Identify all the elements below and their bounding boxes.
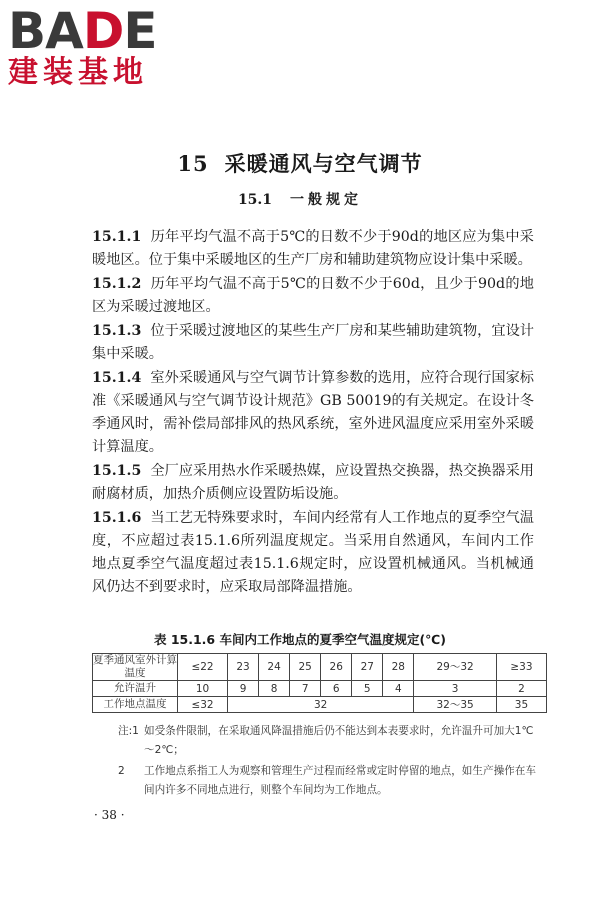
table-cell: 8: [259, 681, 290, 697]
table-cell: 5: [352, 681, 383, 697]
table-caption: 表 15.1.6 车间内工作地点的夏季空气温度规定(℃): [153, 632, 447, 647]
clause-text: 室外采暖通风与空气调节计算参数的选用，应符合现行国家标准《采暖通风与空气调节设计规范》GB 50019的有关规定。在设计冬季通风时，需补偿局部排风的热风系统，室外进风温度应采用室外采暖计算温度。: [92, 370, 534, 455]
table-cell: ≥33: [496, 654, 546, 681]
clause-number: 15.1.6: [92, 510, 142, 526]
logo-word-part3: E: [123, 2, 157, 60]
row-header: 允许温升: [93, 681, 178, 697]
table-cell: 32: [228, 697, 414, 713]
logo-word-accent: D: [82, 2, 124, 60]
chapter-number: 15: [177, 151, 209, 176]
table-cell: 4: [383, 681, 414, 697]
table-cell: 7: [290, 681, 321, 697]
note-text: 工作地点系指工人为观察和管理生产过程而经常或定时停留的地点，如生产操作在车间内许多不同地点进行，则整个车间均为工作地点。: [144, 765, 536, 796]
clause-15-1-2: [92, 273, 534, 319]
clause-text: 当工艺无特殊要求时，车间内经常有人工作地点的夏季空气温度，不应超过表15.1.6所列温度规定。当采用自然通风，车间内工作地点夏季空气温度超过表15.1.6规定时，应设置机械通风。当机械通风仍达不到要求时，应采取局部降温措施。: [92, 510, 534, 595]
logo-wordmark: [8, 2, 178, 60]
chapter-title: 采暖通风与空气调节: [224, 151, 423, 176]
clause-15-1-5: [92, 460, 534, 506]
chapter-heading: [0, 148, 600, 178]
table-cell: 9: [228, 681, 259, 697]
clause-15-1-1: [92, 226, 534, 272]
section-number: 15.1: [237, 192, 273, 208]
table-cell: 10: [178, 681, 228, 697]
clause-text: 全厂应采用热水作采暖热媒，应设置热交换器，热交换器采用耐腐材质，加热介质侧应设置防垢设施。: [92, 463, 534, 502]
table-cell: 26: [321, 654, 352, 681]
clause-text: 历年平均气温不高于5℃的日数不少于90d的地区应为集中采暖地区。位于集中采暖地区的生产厂房和辅助建筑物应设计集中采暖。: [92, 229, 534, 268]
logo-subtitle: 建装基地: [8, 55, 148, 90]
table-cell: ≤32: [178, 697, 228, 713]
clause-number: 15.1.1: [92, 229, 142, 245]
row-header: 夏季通风室外计算温度: [93, 654, 177, 679]
section-title: 一般规定: [290, 192, 363, 208]
table-row: [93, 654, 547, 681]
table-cell: 25: [290, 654, 321, 681]
clause-15-1-3: [92, 320, 534, 366]
page-number: · 38 ·: [94, 808, 125, 822]
note-label: 注:1: [118, 725, 139, 737]
section-heading: [0, 189, 600, 209]
clause-text: 历年平均气温不高于5℃的日数不少于60d，且少于90d的地区为采暖过渡地区。: [92, 276, 534, 315]
clauses-body: [92, 226, 534, 600]
table-cell: 2: [496, 681, 546, 697]
temperature-table: [92, 653, 547, 713]
table-cell: 24: [259, 654, 290, 681]
note-item: [118, 762, 538, 800]
clause-number: 15.1.4: [92, 370, 142, 386]
table-row: [93, 697, 547, 713]
clause-number: 15.1.3: [92, 323, 142, 339]
note-text: 如受条件限制，在采取通风降温措施后仍不能达到本表要求时，允许温升可加大1℃～2℃；: [144, 725, 534, 756]
clause-15-1-4: [92, 367, 534, 459]
table-cell: 6: [321, 681, 352, 697]
bade-logo: [8, 2, 178, 92]
table-row: [93, 681, 547, 697]
table-cell: 29～32: [414, 654, 497, 681]
clause-text: 位于采暖过渡地区的某些生产厂房和某些辅助建筑物，宜设计集中采暖。: [92, 323, 534, 362]
table-notes: [118, 722, 538, 802]
clause-number: 15.1.2: [92, 276, 142, 292]
table-cell: 27: [352, 654, 383, 681]
clause-number: 15.1.5: [92, 463, 142, 479]
table-cell: 28: [383, 654, 414, 681]
row-header: 工作地点温度: [93, 697, 178, 713]
table-cell: 23: [228, 654, 259, 681]
note-item: [118, 722, 538, 760]
note-label: 2: [118, 765, 125, 777]
logo-word-part1: BA: [8, 2, 83, 60]
clause-15-1-6: [92, 507, 534, 599]
table-cell: 32～35: [414, 697, 497, 713]
table-cell: ≤22: [178, 654, 228, 681]
table-cell: 3: [414, 681, 497, 697]
table-cell: 35: [496, 697, 546, 713]
